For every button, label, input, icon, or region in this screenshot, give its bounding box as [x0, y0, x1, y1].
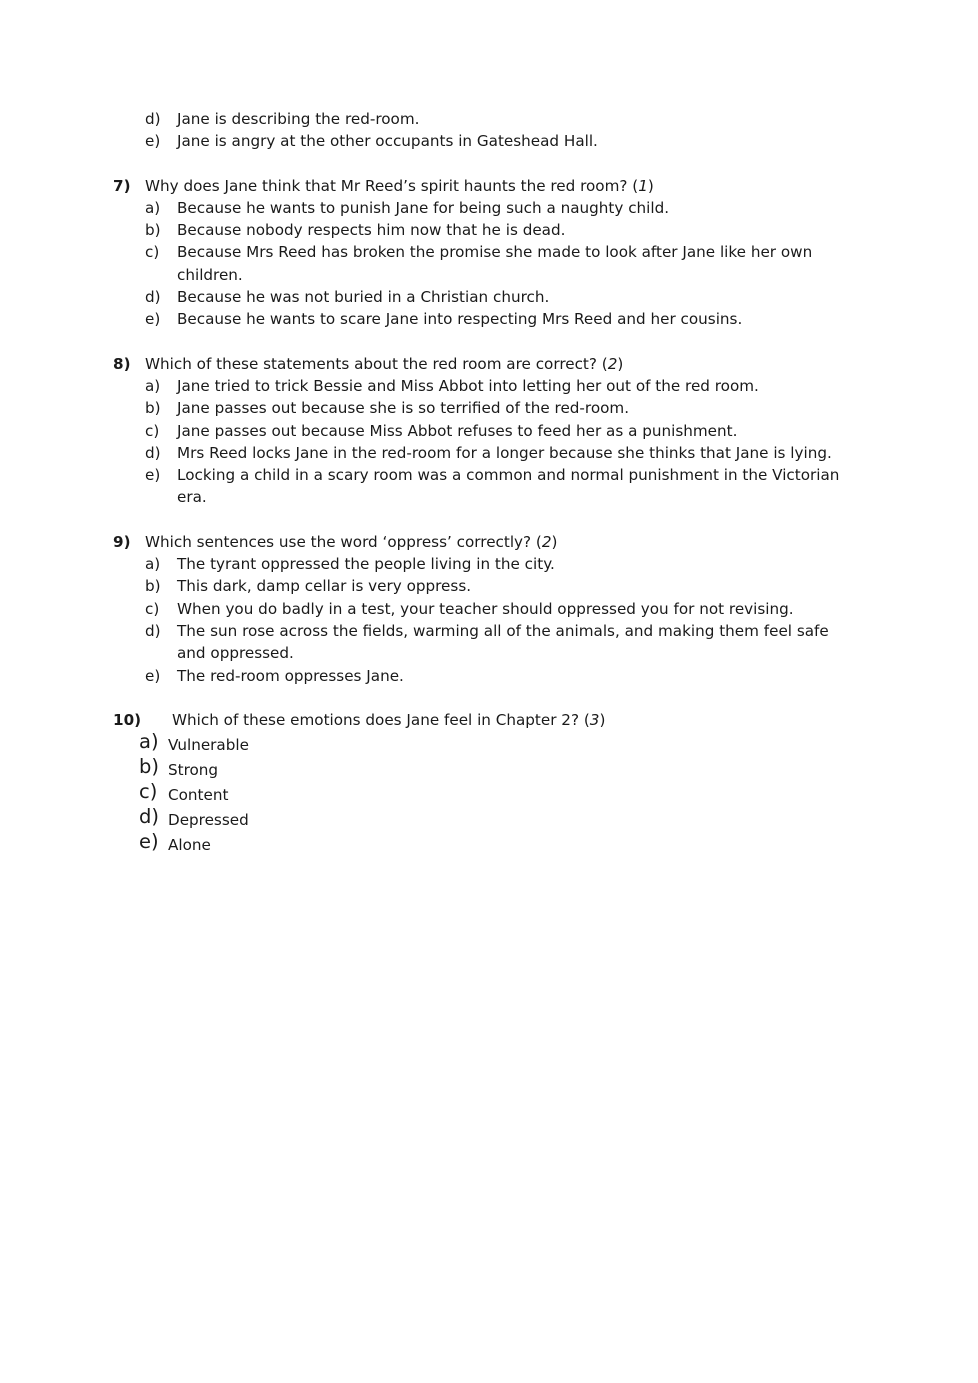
question-number: 8)	[113, 354, 131, 373]
option-marker: d)	[139, 805, 159, 829]
option-text: Because he wants to scare Jane into respecting Mrs Reed and her cousins.	[177, 310, 743, 329]
option-text: Depressed	[168, 811, 249, 830]
option-row[interactable]	[113, 286, 853, 308]
option-row[interactable]	[113, 308, 853, 330]
option-text: The sun rose across the fields, warming all of the animals, and making them feel safe and oppressed.	[177, 621, 829, 663]
option-row[interactable]	[113, 806, 853, 831]
option-row[interactable]	[113, 665, 853, 687]
option-marker: b)	[145, 577, 161, 596]
option-text: Jane is describing the red-room.	[177, 110, 420, 128]
option-text: Jane is angry at the other occupants in Gateshead Hall.	[177, 132, 598, 151]
option-marker: e)	[145, 466, 161, 485]
continued-options-group	[113, 108, 853, 153]
option-row[interactable]	[113, 108, 853, 130]
marks-close-paren: )	[551, 532, 558, 551]
marks-value: 3	[589, 710, 600, 729]
option-row[interactable]	[113, 420, 853, 442]
marks-close-paren: )	[599, 710, 606, 729]
option-text: When you do badly in a test, your teacher should oppressed you for not revising.	[177, 599, 794, 618]
question-stem	[113, 175, 853, 197]
option-text: The red-room oppresses Jane.	[177, 666, 404, 685]
option-marker: d)	[145, 288, 161, 307]
option-text: Vulnerable	[168, 736, 249, 755]
marks-value: 1	[638, 176, 648, 195]
question-10	[113, 709, 853, 856]
question-number: 7)	[113, 176, 131, 195]
marks-value: 2	[541, 532, 552, 551]
option-marker: c)	[139, 780, 158, 804]
question-prompt: Why does Jane think that Mr Reed’s spirit haunts the red room? (	[145, 176, 639, 195]
marks-value: 2	[607, 354, 618, 373]
option-marker: a)	[139, 730, 159, 754]
option-row[interactable]	[113, 442, 853, 464]
option-row[interactable]	[113, 130, 853, 152]
question-number: 9)	[113, 532, 131, 551]
option-row[interactable]	[113, 831, 853, 856]
option-marker: d)	[145, 110, 161, 128]
option-text: Strong	[168, 761, 219, 780]
option-marker: e)	[145, 132, 161, 151]
question-text	[172, 709, 853, 731]
option-text: Jane passes out because Miss Abbot refuses to feed her as a punishment.	[177, 421, 738, 440]
option-text: Because nobody respects him now that he is dead.	[177, 221, 566, 240]
option-marker: e)	[139, 830, 159, 854]
option-text: Mrs Reed locks Jane in the red-room for a longer because she thinks that Jane is lying.	[177, 443, 832, 462]
option-text: This dark, damp cellar is very oppress.	[177, 577, 472, 596]
question-text	[145, 353, 853, 375]
option-marker: c)	[145, 243, 160, 262]
marks-close-paren: )	[647, 176, 654, 195]
option-marker: a)	[145, 376, 161, 395]
option-text: Alone	[168, 836, 211, 855]
option-marker: e)	[145, 666, 161, 685]
option-row[interactable]	[113, 553, 853, 575]
option-marker: c)	[145, 599, 160, 618]
question-stem	[113, 531, 853, 553]
question-stem	[113, 353, 853, 375]
question-prompt: Which of these emotions does Jane feel in Chapter 2? (	[172, 710, 590, 729]
option-text: Because Mrs Reed has broken the promise she made to look after Jane like her own children.	[177, 243, 813, 284]
option-marker: a)	[145, 198, 161, 217]
option-text: Jane passes out because she is so terrified of the red-room.	[177, 399, 630, 418]
option-text: Jane tried to trick Bessie and Miss Abbot into letting her out of the red room.	[177, 376, 759, 395]
option-marker: b)	[145, 221, 161, 240]
option-marker: c)	[145, 421, 160, 440]
option-text: Because he wants to punish Jane for being such a naughty child.	[177, 198, 670, 217]
question-text	[145, 175, 853, 197]
option-marker: d)	[145, 621, 161, 640]
option-marker: a)	[145, 555, 161, 574]
option-marker: b)	[139, 755, 159, 779]
option-row[interactable]	[113, 375, 853, 397]
question-number: 10)	[113, 710, 142, 729]
option-text: Because he was not buried in a Christian church.	[177, 288, 550, 307]
option-row[interactable]	[113, 464, 853, 509]
option-text: Content	[168, 786, 229, 805]
option-row[interactable]	[113, 731, 853, 756]
question-9	[113, 531, 853, 687]
option-text: The tyrant oppressed the people living in the city.	[177, 555, 555, 574]
option-row[interactable]	[113, 620, 853, 665]
question-prompt: Which of these statements about the red room are correct? (	[145, 354, 608, 373]
question-7	[113, 175, 853, 331]
option-row[interactable]	[113, 756, 853, 781]
question-prompt: Which sentences use the word ‘oppress’ correctly? (	[145, 532, 542, 551]
option-row[interactable]	[113, 241, 853, 286]
option-row[interactable]	[113, 397, 853, 419]
question-text	[145, 531, 853, 553]
question-stem	[113, 709, 853, 731]
option-marker: b)	[145, 399, 161, 418]
page-content	[113, 108, 853, 856]
question-8	[113, 353, 853, 509]
option-marker: e)	[145, 310, 161, 329]
option-row[interactable]	[113, 575, 853, 597]
marks-close-paren: )	[617, 354, 624, 373]
option-row[interactable]	[113, 197, 853, 219]
option-row[interactable]	[113, 781, 853, 806]
option-marker: d)	[145, 443, 161, 462]
option-row[interactable]	[113, 219, 853, 241]
option-text: Locking a child in a scary room was a common and normal punishment in the Victorian era.	[177, 466, 840, 507]
option-row[interactable]	[113, 598, 853, 620]
